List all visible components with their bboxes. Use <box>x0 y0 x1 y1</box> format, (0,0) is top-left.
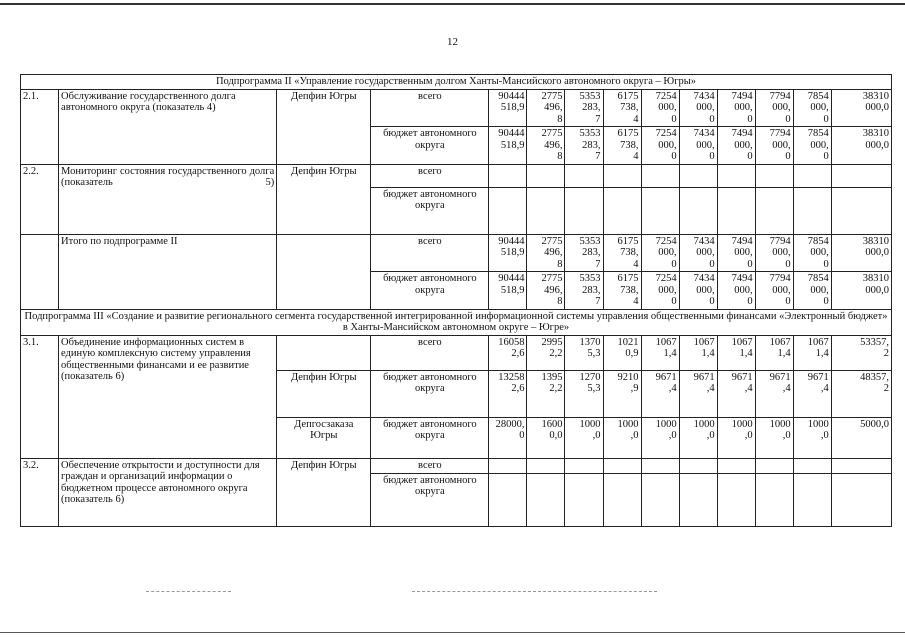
value-cell: 1067 1,4 <box>755 335 793 370</box>
row-3-2-source-total: всего <box>371 458 489 473</box>
value-cell: 38310 000,0 <box>831 234 891 272</box>
row-3-2-name: Обеспечение открытости и доступности для граждан и организаций информации о бюджетном процессе автономного округа (показатель 6) <box>59 458 277 526</box>
value-cell: 38310 000,0 <box>831 89 891 127</box>
row-2-1-source-budget: бюджет автономного округа <box>371 127 489 165</box>
value-cell: 6175 738, 4 <box>603 89 641 127</box>
value-cell: 1000 ,0 <box>717 417 755 458</box>
value-cell: 5353 283, 7 <box>565 89 603 127</box>
value-cell: 7434 000, 0 <box>679 89 717 127</box>
value-cell: 90444 518,9 <box>489 234 527 272</box>
value-cell: 2775 496, 8 <box>527 127 565 165</box>
value-cell: 7854 000, 0 <box>793 272 831 310</box>
value-cell: 1000 ,0 <box>679 417 717 458</box>
value-cell: 5353 283, 7 <box>565 127 603 165</box>
value-cell: 5353 283, 7 <box>565 272 603 310</box>
value-cell: 38310 000,0 <box>831 127 891 165</box>
value-cell: 28000, 0 <box>489 417 527 458</box>
value-cell: 2775 496, 8 <box>527 272 565 310</box>
row-2-2-number: 2.2. <box>21 164 59 234</box>
row-3-1-executor-depfin: Депфин Югры <box>277 370 371 417</box>
scan-artifact-dash-1 <box>146 591 231 592</box>
row-3-2-number: 3.2. <box>21 458 59 526</box>
row-2-2-total <box>21 164 892 187</box>
page-number: 12 <box>447 36 458 48</box>
row-3-2-source-budget: бюджет автономного округа <box>371 473 489 526</box>
subprogram-3-header-row <box>21 309 892 335</box>
row-3-2-total <box>21 458 892 473</box>
scan-artifact-dash-2 <box>412 591 657 592</box>
value-cell: 48357, 2 <box>831 370 891 417</box>
row-2-1-source-total: всего <box>371 89 489 127</box>
subtotal-2-total <box>21 234 892 272</box>
value-cell: 6175 738, 4 <box>603 272 641 310</box>
value-cell: 6175 738, 4 <box>603 234 641 272</box>
value-cell: 7794 000, 0 <box>755 89 793 127</box>
value-cell: 7254 000, 0 <box>641 272 679 310</box>
program-finance-table <box>20 74 892 527</box>
row-3-1-total <box>21 335 892 370</box>
value-cell: 90444 518,9 <box>489 127 527 165</box>
row-2-1-executor: Депфин Югры <box>277 89 371 164</box>
value-cell: 1000 ,0 <box>603 417 641 458</box>
value-cell: 2775 496, 8 <box>527 234 565 272</box>
value-cell: 2775 496, 8 <box>527 89 565 127</box>
value-cell: 1270 5,3 <box>565 370 603 417</box>
value-cell: 1395 2,2 <box>527 370 565 417</box>
row-2-2-executor: Депфин Югры <box>277 164 371 234</box>
row-2-2-source-budget: бюджет автономного округа <box>371 187 489 234</box>
value-cell: 9671 ,4 <box>679 370 717 417</box>
subprogram-3-title: Подпрограмма III «Создание и развитие регионального сегмента государственной интегрированной информационной системы управления общественными финансами «Электронный бюджет» в Ханты-Мансийском автономном округе – Югре» <box>21 309 892 335</box>
value-cell: 7254 000, 0 <box>641 127 679 165</box>
value-cell: 16058 2,6 <box>489 335 527 370</box>
subprogram-2-header-row <box>21 75 892 90</box>
value-cell: 1067 1,4 <box>679 335 717 370</box>
value-cell: 9671 ,4 <box>717 370 755 417</box>
row-3-1-number: 3.1. <box>21 335 59 458</box>
value-cell: 2995 2,2 <box>527 335 565 370</box>
value-cell: 9671 ,4 <box>755 370 793 417</box>
value-cell: 7434 000, 0 <box>679 272 717 310</box>
value-cell: 7254 000, 0 <box>641 89 679 127</box>
value-cell: 1000 ,0 <box>565 417 603 458</box>
value-cell: 1000 ,0 <box>793 417 831 458</box>
value-cell: 1000 ,0 <box>641 417 679 458</box>
value-cell: 9671 ,4 <box>793 370 831 417</box>
value-cell: 1067 1,4 <box>717 335 755 370</box>
value-cell: 9210 ,9 <box>603 370 641 417</box>
row-3-1-executor-depgoszakaza: Депгосзаказа Югры <box>277 417 371 458</box>
value-cell: 1067 1,4 <box>793 335 831 370</box>
value-cell: 7494 000, 0 <box>717 127 755 165</box>
row-2-1-name: Обслуживание государственного долга автономного округа (показатель 4) <box>59 89 277 164</box>
row-2-2-name: Мониторинг состояния государственного долга (показатель 5) <box>59 164 277 234</box>
value-cell: 7494 000, 0 <box>717 89 755 127</box>
value-cell: 1021 0,9 <box>603 335 641 370</box>
row-3-1-name: Объединение информационных систем в единую комплексную систему управления общественными финансами и ее развитие (показатель 6) <box>59 335 277 458</box>
value-cell: 7434 000, 0 <box>679 234 717 272</box>
value-cell: 90444 518,9 <box>489 272 527 310</box>
value-cell: 7494 000, 0 <box>717 272 755 310</box>
subtotal-2-source-budget: бюджет автономного округа <box>371 272 489 310</box>
value-cell: 5000,0 <box>831 417 891 458</box>
value-cell: 5353 283, 7 <box>565 234 603 272</box>
scan-border-top <box>0 3 905 5</box>
value-cell: 7254 000, 0 <box>641 234 679 272</box>
value-cell: 53357, 2 <box>831 335 891 370</box>
value-cell: 7794 000, 0 <box>755 272 793 310</box>
row-2-1-total <box>21 89 892 127</box>
value-cell: 1000 ,0 <box>755 417 793 458</box>
value-cell: 38310 000,0 <box>831 272 891 310</box>
subtotal-2-source-total: всего <box>371 234 489 272</box>
value-cell: 7854 000, 0 <box>793 234 831 272</box>
scan-border-bottom <box>0 632 905 633</box>
value-cell: 7494 000, 0 <box>717 234 755 272</box>
row-3-1-source-budget-depgoszakaza: бюджет автономного округа <box>371 417 489 458</box>
value-cell: 90444 518,9 <box>489 89 527 127</box>
value-cell: 7854 000, 0 <box>793 127 831 165</box>
row-2-1-number: 2.1. <box>21 89 59 164</box>
subprogram-2-title: Подпрограмма II «Управление государственным долгом Ханты-Мансийского автономного округа – Югры» <box>21 75 892 90</box>
row-3-2-executor: Депфин Югры <box>277 458 371 526</box>
row-2-2-source-total: всего <box>371 164 489 187</box>
row-3-1-source-budget-depfin: бюджет автономного округа <box>371 370 489 417</box>
value-cell: 7434 000, 0 <box>679 127 717 165</box>
value-cell: 7854 000, 0 <box>793 89 831 127</box>
value-cell: 1370 5,3 <box>565 335 603 370</box>
subtotal-2-name: Итого по подпрограмме II <box>59 234 277 309</box>
value-cell: 1067 1,4 <box>641 335 679 370</box>
value-cell: 6175 738, 4 <box>603 127 641 165</box>
value-cell: 9671 ,4 <box>641 370 679 417</box>
row-3-1-source-total: всего <box>371 335 489 370</box>
value-cell: 1600 0,0 <box>527 417 565 458</box>
value-cell: 13258 2,6 <box>489 370 527 417</box>
value-cell: 7794 000, 0 <box>755 127 793 165</box>
value-cell: 7794 000, 0 <box>755 234 793 272</box>
